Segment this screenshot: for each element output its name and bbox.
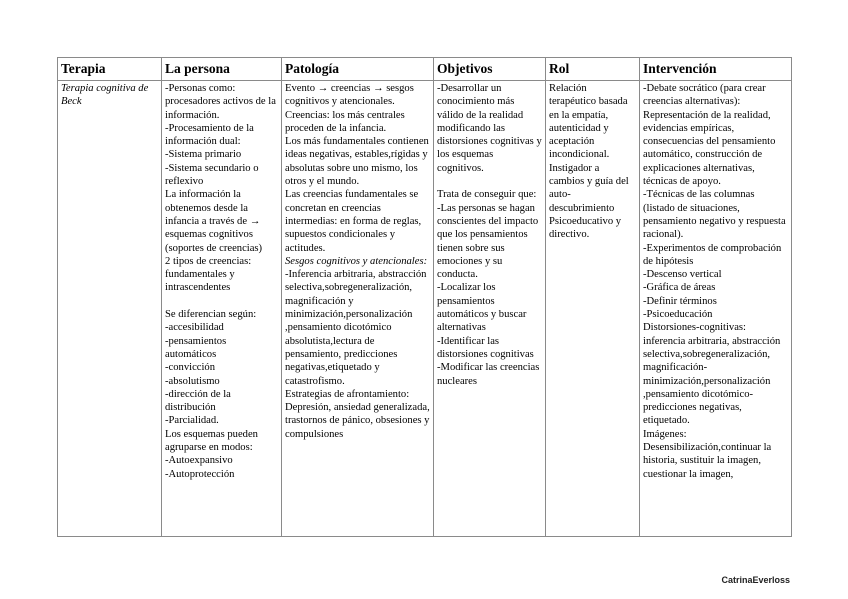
objetivos-text: -Desarrollar un conocimiento más válido de la realidad modificando las distorsiones cognitivas y los esquemas cognitivos. Trata de conseguir que: -Las personas se hagan conscientes del impacto que los pensamientos tienen sobre sus emociones y su conducta. -Localizar los pensamientos automáticos y buscar alternativas -Identificar las distorsiones cognitivas -Modificar las creencias nucleares [437, 83, 542, 387]
cell-intervencion [640, 81, 792, 537]
patologia-text-2: -Inferencia arbitraria, abstracción selectiva,sobregeneralización, magnificación y minimización,personalización ,pensamiento dicotómico absolutista,lectura de pensamiento, predicciones negativas,etiquetado y catastrofismo. Estrategias de afrontamiento: Depresión, ansiedad generalizada, trastornos de pánico, obsesiones y compulsiones [285, 269, 430, 440]
cell-patologia [282, 81, 434, 537]
cell-terapia [58, 81, 162, 537]
terapia-text: Terapia cognitiva de Beck [61, 83, 149, 108]
therapy-table [57, 57, 792, 537]
cell-objetivos [434, 81, 546, 537]
header-intervencion: Intervención [640, 58, 792, 81]
patologia-text-1: Evento → creencias → sesgos cognitivos y atencionales. Creencias: los más centrales proceden de la infancia. Los más fundamentales contienen ideas negativas, estables,rígidas y absolutas sobre uno mismo, los otros y el mundo. Las creencias fundamentales se concretan en creencias intermedias: en forma de reglas, supuestos condicionales y actitudes. [285, 83, 429, 254]
patologia-sesgos-heading: Sesgos cognitivos y atencionales: [285, 255, 428, 267]
header-rol: Rol [546, 58, 640, 81]
table-row [58, 81, 792, 537]
cell-rol [546, 81, 640, 537]
persona-text: -Personas como: procesadores activos de la información. -Procesamiento de la información dual: -Sistema primario -Sistema secundario o reflexivo La información la obtenemos desde la infancia a través de → esquemas cognitivos (soportes de creencias) 2 tipos de creencias: fundamentales y intrascendentes Se diferencian según: -accesibilidad -pensamientos automáticos -convicción -absolutismo -dirección de la distribución -Parcialidad. Los esquemas pueden agruparse en modos: -Autoexpansivo -Autoprotección [165, 83, 276, 480]
header-patologia: Patología [282, 58, 434, 81]
header-la-persona: La persona [162, 58, 282, 81]
intervencion-text: -Debate socrático (para crear creencias alternativas): Representación de la realidad, evidencias empíricas, consecuencias del pensamiento automático, construcción de explicaciones alternativas, técnicas de apoyo. -Técnicas de las columnas (listado de situaciones, pensamiento negativo y respuesta racional). -Experimentos de comprobación de hipótesis -Descenso vertical -Gráfica de áreas -Definir términos -Psicoeducación Distorsiones-cognitivas: inferencia arbitraria, abstracción selectiva,sobregeneralización, magnificación-minimización,personalización ,pensamiento dicotómico-predicciones negativas, etiquetado. Imágenes: Desensibilización,continuar la historia, sustituir la imagen, cuestionar la imagen, [643, 83, 786, 480]
header-objetivos: Objetivos [434, 58, 546, 81]
table-header-row [58, 58, 792, 81]
header-terapia: Terapia [58, 58, 162, 81]
cell-persona [162, 81, 282, 537]
footer-watermark: CatrinaEverloss [721, 575, 790, 585]
rol-text: Relación terapéutico basada en la empatía, autenticidad y aceptación incondicional. Instigador a cambios y guía del auto-descubrimiento Psicoeducativo y directivo. [549, 83, 629, 241]
